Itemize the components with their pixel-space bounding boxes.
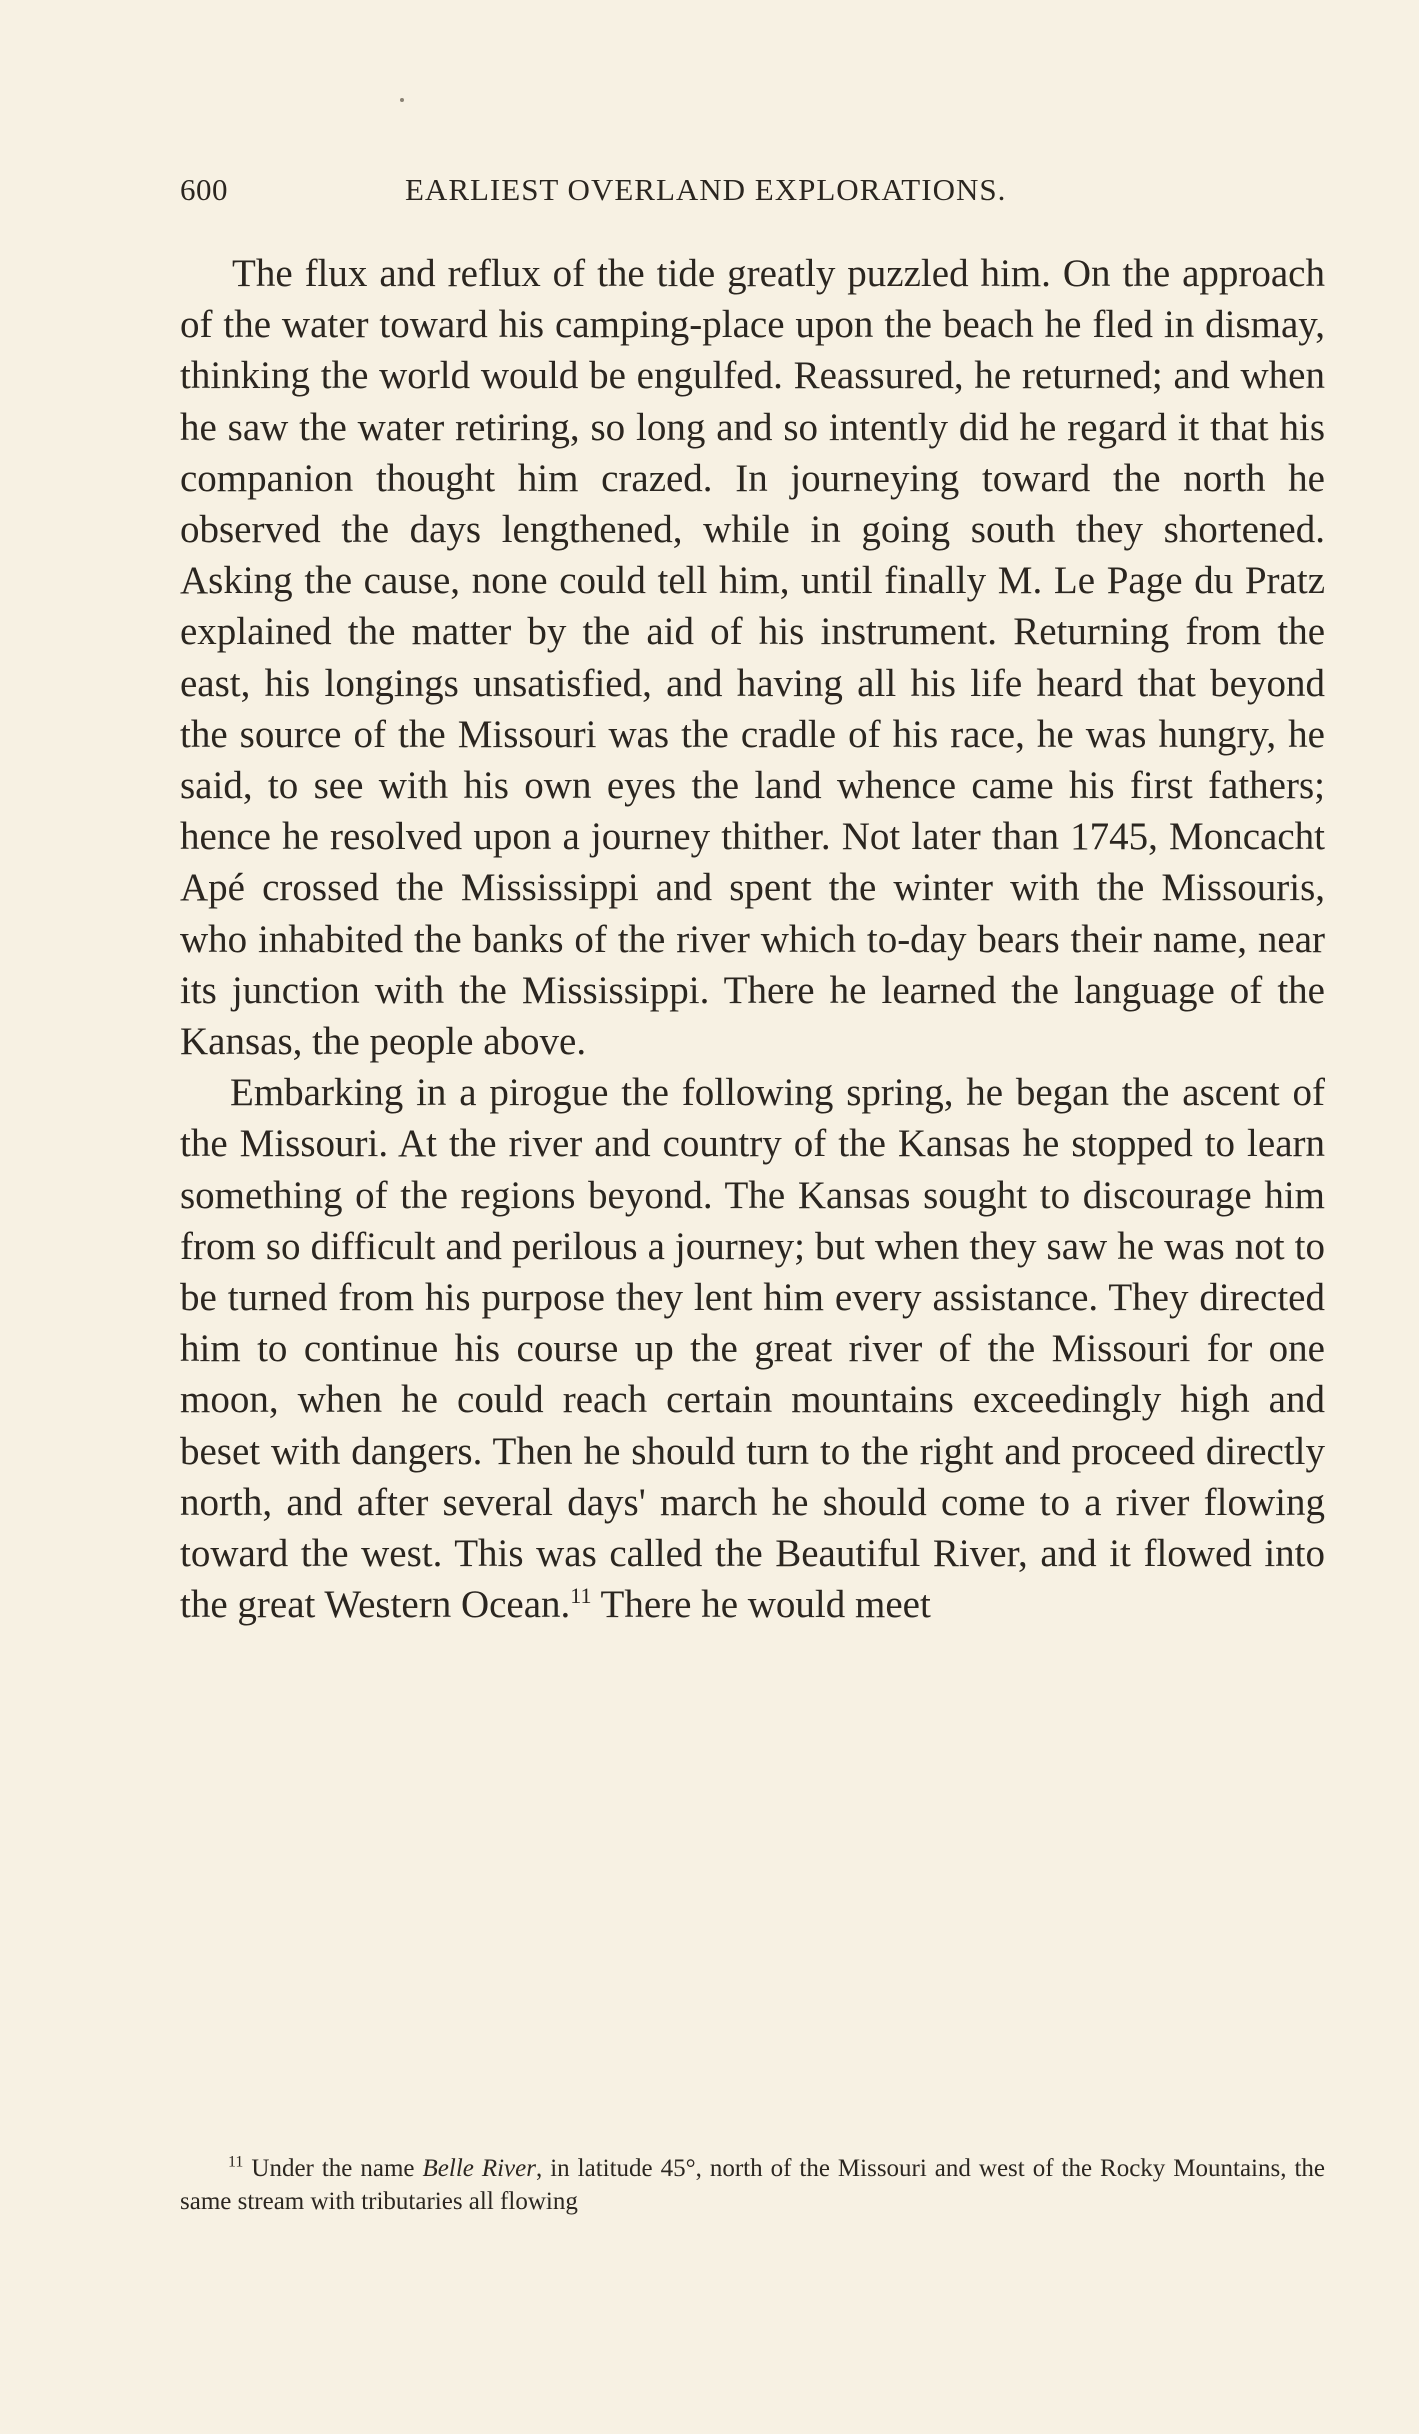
paragraph-2-text: Embarking in a pirogue the following spring, he began the ascent of the Missouri. At the river and country of the Kansas he stopped to learn something of the regions beyond. The Kansas sought to discourage him from so difficult and perilous a journey; but when they saw he was not to be turned from his purpose they lent him every assistance. They directed him to continue his course up the great river of the Missouri for one moon, when he could reach certain mountains exceedingly high and beset with dangers. Then he should turn to the right and proceed directly north, and after several days' march he should come to a river flowing toward the west. This was called the Beautiful River, and it flowed into the great Western Ocean. — [180, 1071, 1325, 1627]
footnote-text-after: , in latitude 45°, north of the Missouri and west of the Rocky Mountains, the same stream with tributaries all flowing — [180, 2155, 1326, 2215]
paragraph-1: The flux and reflux of the tide greatly puzzled him. On the approach of the water toward his camping-place upon the beach he fled in dismay, thinking the world would be engulfed. Reassured, he returned; and when he saw the water retiring, so long and so intently did he regard it that his companion thought him crazed. In journeying toward the north he observed the days lengthened, while in going south they shortened. Asking the cause, none could tell him, until finally M. Le Page du Pratz explained the matter by the aid of his instrument. Returning from the east, his longings unsatisfied, and having all his life heard that beyond the source of the Missouri was the cradle of his race, he was hungry, he said, to see with his own eyes the land whence came his first fathers; hence he resolved upon a journey thither. Not later than 1745, Moncacht Apé crossed the Mississippi and spent the winter with the Missouris, who inhabited the banks of the river which to-day bears their name, near its junction with the Mississippi. There he learned the language of the Kansas, the people above. — [180, 252, 1325, 1064]
footnote-number: 11 — [228, 2153, 244, 2171]
footnote-italic: Belle River — [422, 2155, 536, 2182]
footnote — [180, 2152, 1325, 2218]
running-head: EARLIEST OVERLAND EXPLORATIONS. — [405, 172, 1007, 207]
page-number: 600 — [180, 172, 228, 207]
ink-speck — [400, 98, 404, 102]
paragraph-2-tail: There he would meet — [591, 1583, 931, 1627]
body-text — [180, 248, 1325, 1630]
paragraph-2 — [180, 1067, 1325, 1630]
footnote-reference: 11 — [570, 1583, 592, 1609]
footnote-text-before: Under the name — [243, 2155, 423, 2182]
page-header — [180, 172, 1110, 212]
